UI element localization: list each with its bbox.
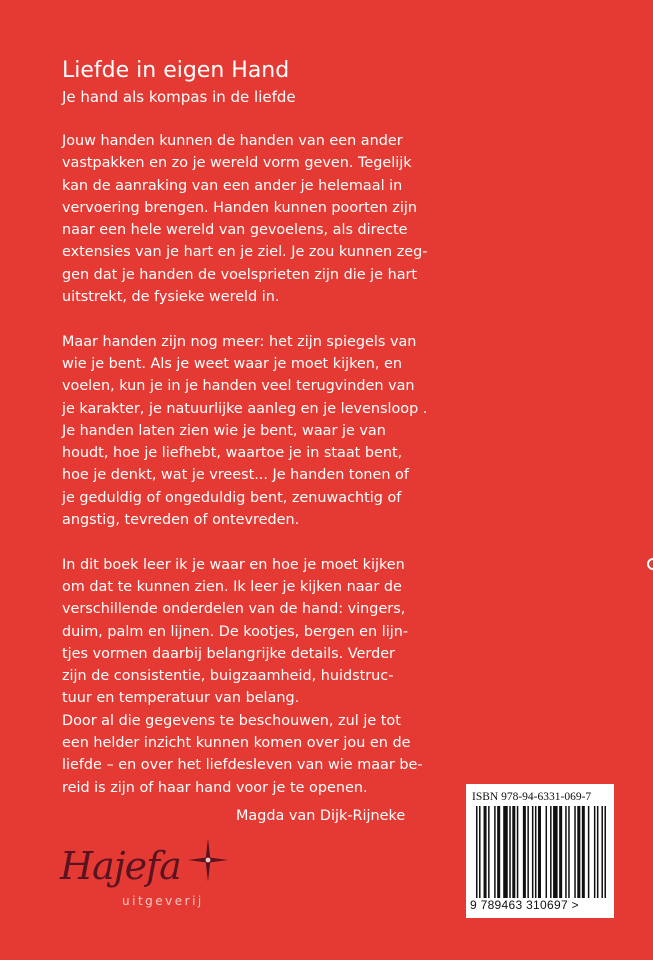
book-title: Liefde in eigen Hand — [62, 58, 290, 83]
compass-star-icon — [188, 838, 228, 882]
barcode-bar — [488, 806, 490, 898]
blurb-paragraph-1 — [62, 130, 467, 308]
blurb-line: reid is zijn of haar hand voor je te openen. — [62, 779, 368, 796]
blurb-line: een helder inzicht kunnen komen over jou en de — [62, 735, 411, 752]
blurb-line: Je handen laten zien wie je bent, waar je van — [62, 422, 386, 439]
isbn-label: ISBN 978-94-6331-069-7 — [472, 791, 592, 803]
barcode-digits: 9 789463 310697 > — [470, 898, 579, 912]
barcode-bar — [527, 806, 529, 898]
blurb-line: zijn de consistentie, buigzaamheid, huidstruc- — [62, 668, 394, 685]
barcode-bar — [494, 806, 496, 898]
barcode-bar — [538, 806, 541, 898]
barcode-bar — [588, 806, 590, 898]
author-name: Magda van Dijk-Rijneke — [236, 808, 406, 824]
blurb-line: voelen, kun je in je handen veel terugvinden van — [62, 378, 415, 395]
barcode-bar — [553, 806, 558, 898]
publisher-tagline: uitgeverij — [122, 894, 204, 908]
blurb-line: liefde – en over het liefdesleven van wie maar be- — [62, 757, 423, 774]
blurb-line: Door al die gegevens te beschouwen, zul je tot — [62, 712, 401, 729]
paragraph-gap — [62, 531, 467, 553]
isbn-barcode — [466, 784, 614, 918]
blurb-line: Maar handen zijn nog meer: het zijn spiegels van — [62, 333, 417, 350]
blurb-line: tjes vormen daarbij belangrijke details. Verder — [62, 645, 395, 662]
barcode-bar — [532, 806, 534, 898]
blurb-line: je karakter, je natuurlijke aanleg en je levensloop . — [62, 400, 428, 417]
barcode-bar — [594, 806, 596, 898]
blurb-line: kan de aanraking van een ander je helemaal in — [62, 177, 403, 194]
barcode-bar — [565, 806, 567, 898]
blurb-line: uitstrekt, de fysieke wereld in. — [62, 289, 280, 306]
blurb-line: houdt, hoe je liefhebt, waartoe je in staat bent, — [62, 445, 403, 462]
barcode-bar — [546, 806, 548, 898]
barcode-bar — [582, 806, 585, 898]
blurb-line: je geduldig of ongeduldig bent, zenuwachtig of — [62, 489, 402, 506]
blurb-text — [62, 130, 467, 799]
barcode-bar — [523, 806, 526, 898]
blurb-line: Jouw handen kunnen de handen van een ander — [62, 133, 403, 149]
barcode-bar — [559, 806, 562, 898]
barcode-bar — [577, 806, 580, 898]
blurb-paragraph-3 — [62, 554, 467, 710]
blurb-line: verschillende onderdelen van de hand: vingers, — [62, 601, 406, 618]
spine-ring-mark — [647, 558, 653, 570]
blurb-line: vastpakken en zo je wereld vorm geven. Tegelijk — [62, 155, 412, 172]
barcode-bar — [568, 806, 570, 898]
publisher-logo — [58, 838, 248, 928]
barcode-bar — [476, 806, 478, 898]
blurb-line: naar een hele wereld van gevoelens, als directe — [62, 222, 408, 239]
barcode-bar — [512, 806, 515, 898]
barcode-bar — [497, 806, 500, 898]
barcode-bar — [535, 806, 537, 898]
barcode-bar — [601, 806, 603, 898]
blurb-line: gen dat je handen de voelsprieten zijn die je hart — [62, 266, 418, 283]
blurb-line: In dit boek leer ik je waar en hoe je moet kijken — [62, 556, 405, 573]
barcode-bar — [574, 806, 576, 898]
barcode-bar — [479, 806, 481, 898]
blurb-line: duim, palm en lijnen. De kootjes, bergen en lijn- — [62, 623, 409, 640]
blurb-line: vervoering brengen. Handen kunnen poorten zijn — [62, 199, 417, 216]
barcode-bars — [476, 806, 606, 898]
barcode-bar — [550, 806, 552, 898]
blurb-paragraph-2 — [62, 331, 467, 532]
barcode-bar — [517, 806, 519, 898]
barcode-bar — [604, 806, 606, 898]
book-subtitle: Je hand als kompas in de liefde — [62, 88, 296, 106]
blurb-line: wie je bent. Als je weet waar je moet kijken, en — [62, 355, 403, 372]
blurb-paragraph-4 — [62, 710, 467, 799]
blurb-line: hoe je denkt, wat je vreest... Je handen tonen of — [62, 467, 409, 484]
blurb-line: tuur en temperatuur van belang. — [62, 690, 300, 707]
barcode-bar — [597, 806, 599, 898]
publisher-name: Hajefa — [60, 844, 181, 888]
paragraph-gap — [62, 308, 467, 330]
barcode-bar — [509, 806, 511, 898]
blurb-line: om dat te kunnen zien. Ik leer je kijken naar de — [62, 578, 402, 595]
barcode-bar — [484, 806, 487, 898]
blurb-line: angstig, tevreden of ontevreden. — [62, 512, 300, 529]
barcode-bar — [503, 806, 508, 898]
blurb-line: extensies van je hart en je ziel. Je zou kunnen zeg- — [62, 244, 428, 261]
